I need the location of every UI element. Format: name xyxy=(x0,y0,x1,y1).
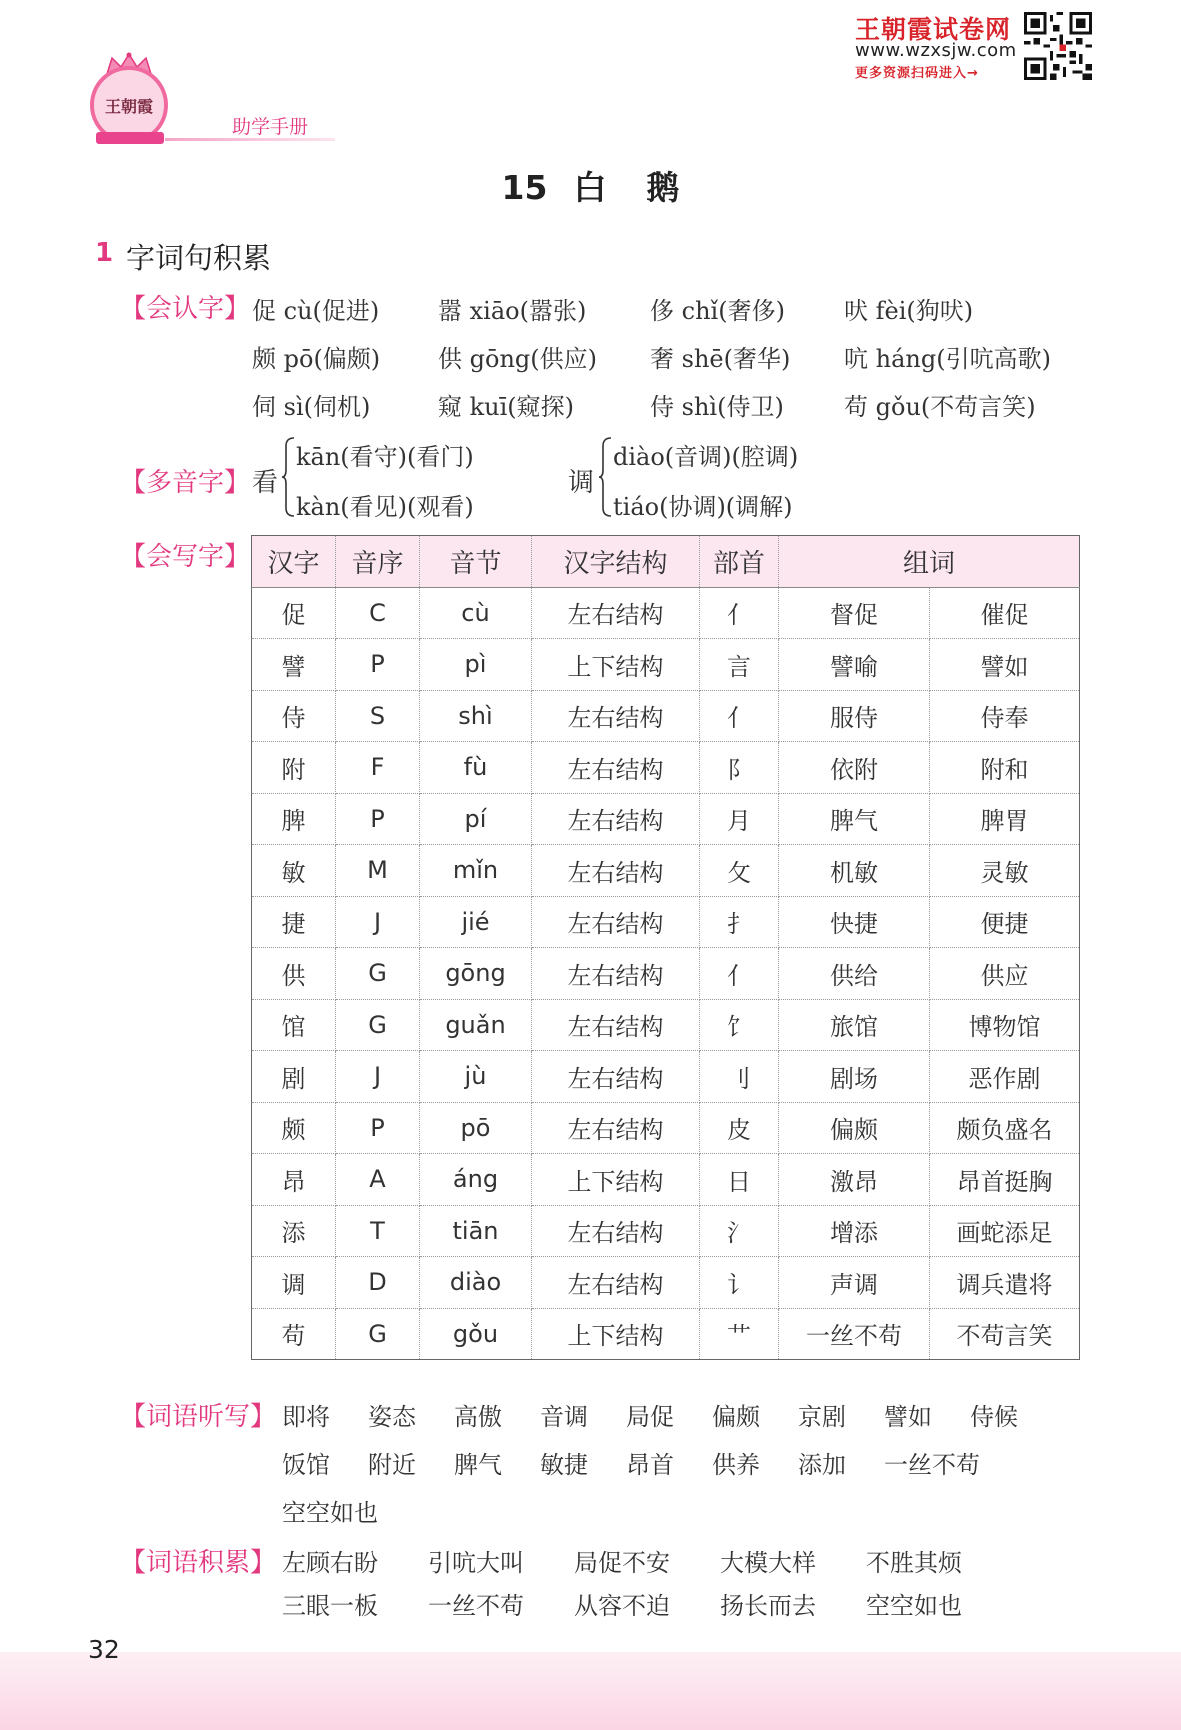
word-item: 高傲 xyxy=(454,1403,502,1431)
table-row xyxy=(252,1308,1080,1360)
cell-structure: 左右结构 xyxy=(532,690,700,742)
polyphone-label: 【多音字】 xyxy=(120,468,251,498)
accumulate-label: 【词语积累】 xyxy=(120,1548,277,1578)
cell-radical: 亻 xyxy=(700,587,779,639)
word-item: 不胜其烦 xyxy=(866,1549,962,1577)
cell-radical: 艹 xyxy=(700,1308,779,1360)
cell-pinyin: fù xyxy=(420,742,532,794)
word-item: 大模大样 xyxy=(720,1549,816,1577)
site-title: 王朝霞试卷网 xyxy=(855,15,1012,44)
word-item: 音调 xyxy=(540,1403,588,1431)
word-item: 空空如也 xyxy=(282,1499,378,1527)
lesson-number: 15 xyxy=(501,168,548,207)
recognize-item: 伺 sì(伺机) xyxy=(252,393,371,421)
cell-char: 添 xyxy=(252,1205,336,1257)
recognize-item: 奢 shē(奢华) xyxy=(650,345,791,373)
cell-pinyin: guǎn xyxy=(420,999,532,1051)
qr-code-icon[interactable] xyxy=(1024,12,1092,80)
cell-char: 颇 xyxy=(252,1102,336,1154)
column-header: 音序 xyxy=(336,536,420,588)
cell-radical: 皮 xyxy=(700,1102,779,1154)
cell-structure: 左右结构 xyxy=(532,1205,700,1257)
cell-word: 声调 xyxy=(779,1257,930,1309)
lesson-title-char-1: 白 xyxy=(573,168,607,207)
column-header: 汉字 xyxy=(252,536,336,588)
cell-pinyin: tiān xyxy=(420,1205,532,1257)
cell-word: 调兵遣将 xyxy=(930,1257,1080,1309)
dictation-label: 【词语听写】 xyxy=(120,1402,277,1432)
logo-text: 王朝霞 xyxy=(104,96,153,116)
cell-word: 增添 xyxy=(779,1205,930,1257)
cell-radical: 刂 xyxy=(700,1051,779,1103)
brace-icon xyxy=(281,436,295,518)
table-row xyxy=(252,639,1080,691)
cell-word: 供应 xyxy=(930,948,1080,1000)
cell-word: 剧场 xyxy=(779,1051,930,1103)
cell-char: 供 xyxy=(252,948,336,1000)
cell-initial: P xyxy=(336,793,420,845)
table-row xyxy=(252,948,1080,1000)
cell-initial: C xyxy=(336,587,420,639)
word-item: 脾气 xyxy=(454,1451,502,1479)
word-item: 譬如 xyxy=(884,1403,932,1431)
word-item: 京剧 xyxy=(798,1403,846,1431)
column-header: 组词 xyxy=(779,536,1080,588)
cell-word: 服侍 xyxy=(779,690,930,742)
table-row xyxy=(252,1051,1080,1103)
word-item: 敏捷 xyxy=(540,1451,588,1479)
cell-initial: J xyxy=(336,1051,420,1103)
table-header-row xyxy=(252,536,1080,588)
cell-structure: 左右结构 xyxy=(532,1102,700,1154)
logo-ribbon xyxy=(96,132,164,144)
cell-radical: 攵 xyxy=(700,845,779,897)
polyphone-reading: tiáo(协调)(调解) xyxy=(613,493,793,521)
recognize-item: 颇 pō(偏颇) xyxy=(252,345,381,373)
lesson-title xyxy=(0,162,1181,209)
recognize-item: 促 cù(促进) xyxy=(252,297,380,325)
cell-pinyin: pí xyxy=(420,793,532,845)
cell-structure: 左右结构 xyxy=(532,587,700,639)
table-row xyxy=(252,1154,1080,1206)
cell-structure: 左右结构 xyxy=(532,896,700,948)
cell-pinyin: diào xyxy=(420,1257,532,1309)
word-item: 从容不迫 xyxy=(574,1592,670,1620)
word-item: 即将 xyxy=(282,1403,330,1431)
recognize-item: 吠 fèi(狗吠) xyxy=(844,297,974,325)
table-row xyxy=(252,1257,1080,1309)
cell-structure: 上下结构 xyxy=(532,1308,700,1360)
cell-word: 旅馆 xyxy=(779,999,930,1051)
cell-structure: 上下结构 xyxy=(532,1154,700,1206)
site-url[interactable]: www.wzxsjw.com xyxy=(855,40,1017,61)
cell-pinyin: jù xyxy=(420,1051,532,1103)
recognize-item: 侈 chǐ(奢侈) xyxy=(650,297,785,325)
cell-radical: 阝 xyxy=(700,742,779,794)
cell-word: 画蛇添足 xyxy=(930,1205,1080,1257)
cell-pinyin: áng xyxy=(420,1154,532,1206)
cell-word: 博物馆 xyxy=(930,999,1080,1051)
word-item: 饭馆 xyxy=(282,1451,330,1479)
write-table xyxy=(251,535,1080,1360)
cell-word: 昂首挺胸 xyxy=(930,1154,1080,1206)
section-title: 字词句积累 xyxy=(126,241,272,275)
cell-pinyin: pō xyxy=(420,1102,532,1154)
cell-pinyin: gǒu xyxy=(420,1308,532,1360)
table-row xyxy=(252,793,1080,845)
cell-char: 促 xyxy=(252,587,336,639)
recognize-item: 苟 gǒu(不苟言笑) xyxy=(844,393,1036,421)
brace-icon xyxy=(598,436,612,518)
word-item: 添加 xyxy=(798,1451,846,1479)
cell-word: 快捷 xyxy=(779,896,930,948)
table-row xyxy=(252,587,1080,639)
cell-initial: P xyxy=(336,639,420,691)
cell-structure: 左右结构 xyxy=(532,999,700,1051)
cell-initial: P xyxy=(336,1102,420,1154)
cell-radical: 亻 xyxy=(700,948,779,1000)
cell-initial: S xyxy=(336,690,420,742)
site-scan-text: 更多资源扫码进入→ xyxy=(855,66,979,81)
cell-initial: G xyxy=(336,948,420,1000)
word-item: 局促 xyxy=(626,1403,674,1431)
word-item: 昂首 xyxy=(626,1451,674,1479)
cell-initial: D xyxy=(336,1257,420,1309)
cell-char: 调 xyxy=(252,1257,336,1309)
cell-char: 譬 xyxy=(252,639,336,691)
cell-char: 剧 xyxy=(252,1051,336,1103)
word-item: 左顾右盼 xyxy=(282,1549,378,1577)
table-row xyxy=(252,896,1080,948)
word-item: 附近 xyxy=(368,1451,416,1479)
recognize-item: 吭 háng(引吭高歌) xyxy=(844,345,1051,373)
cell-word: 侍奉 xyxy=(930,690,1080,742)
cell-word: 机敏 xyxy=(779,845,930,897)
cell-word: 譬喻 xyxy=(779,639,930,691)
table-row xyxy=(252,690,1080,742)
cell-char: 敏 xyxy=(252,845,336,897)
footer-band xyxy=(0,1652,1181,1730)
polyphone-char: 调 xyxy=(568,468,595,498)
polyphone-char: 看 xyxy=(252,468,279,498)
recognize-item: 窥 kuī(窥探) xyxy=(438,393,575,421)
cell-radical: 扌 xyxy=(700,896,779,948)
word-item: 空空如也 xyxy=(866,1592,962,1620)
recognize-item: 供 gōng(供应) xyxy=(438,345,597,373)
cell-structure: 左右结构 xyxy=(532,742,700,794)
cell-pinyin: shì xyxy=(420,690,532,742)
cell-word: 颇负盛名 xyxy=(930,1102,1080,1154)
cell-word: 不苟言笑 xyxy=(930,1308,1080,1360)
table-row xyxy=(252,1102,1080,1154)
cell-pinyin: pì xyxy=(420,639,532,691)
cell-word: 督促 xyxy=(779,587,930,639)
word-item: 偏颇 xyxy=(712,1403,760,1431)
cell-initial: F xyxy=(336,742,420,794)
cell-structure: 左右结构 xyxy=(532,1051,700,1103)
word-item: 姿态 xyxy=(368,1403,416,1431)
cell-word: 附和 xyxy=(930,742,1080,794)
cell-structure: 上下结构 xyxy=(532,639,700,691)
cell-word: 供给 xyxy=(779,948,930,1000)
polyphone-reading: kàn(看见)(观看) xyxy=(296,493,474,521)
cell-radical: 亻 xyxy=(700,690,779,742)
word-item: 三眼一板 xyxy=(282,1592,378,1620)
cell-radical: 日 xyxy=(700,1154,779,1206)
cell-radical: 言 xyxy=(700,639,779,691)
cell-structure: 左右结构 xyxy=(532,948,700,1000)
word-item: 引吭大叫 xyxy=(428,1549,524,1577)
word-item: 局促不安 xyxy=(574,1549,670,1577)
cell-initial: T xyxy=(336,1205,420,1257)
cell-word: 灵敏 xyxy=(930,845,1080,897)
cell-char: 昂 xyxy=(252,1154,336,1206)
cell-pinyin: mǐn xyxy=(420,845,532,897)
table-row xyxy=(252,1205,1080,1257)
word-item: 一丝不苟 xyxy=(884,1451,980,1479)
cell-radical: 氵 xyxy=(700,1205,779,1257)
word-item: 一丝不苟 xyxy=(428,1592,524,1620)
cell-pinyin: gōng xyxy=(420,948,532,1000)
cell-char: 侍 xyxy=(252,690,336,742)
cell-char: 脾 xyxy=(252,793,336,845)
polyphone-reading: diào(音调)(腔调) xyxy=(613,443,799,471)
cell-char: 苟 xyxy=(252,1308,336,1360)
word-item: 供养 xyxy=(712,1451,760,1479)
cell-radical: 讠 xyxy=(700,1257,779,1309)
cell-word: 依附 xyxy=(779,742,930,794)
cell-word: 激昂 xyxy=(779,1154,930,1206)
cell-radical: 月 xyxy=(700,793,779,845)
cell-word: 譬如 xyxy=(930,639,1080,691)
cell-char: 附 xyxy=(252,742,336,794)
recognize-item: 嚣 xiāo(嚣张) xyxy=(438,297,587,325)
cell-char: 捷 xyxy=(252,896,336,948)
cell-structure: 左右结构 xyxy=(532,1257,700,1309)
column-header: 部首 xyxy=(700,536,779,588)
cell-initial: G xyxy=(336,1308,420,1360)
cell-word: 偏颇 xyxy=(779,1102,930,1154)
cell-initial: J xyxy=(336,896,420,948)
cell-word: 恶作剧 xyxy=(930,1051,1080,1103)
section-number: 1 xyxy=(95,238,114,268)
lesson-title-char-2: 鹅 xyxy=(646,168,680,207)
word-item: 扬长而去 xyxy=(720,1592,816,1620)
cell-radical: 饣 xyxy=(700,999,779,1051)
handbook-label: 助学手册 xyxy=(232,116,309,138)
polyphone-reading: kān(看守)(看门) xyxy=(296,443,474,471)
table-row xyxy=(252,742,1080,794)
cell-char: 馆 xyxy=(252,999,336,1051)
recognize-item: 侍 shì(侍卫) xyxy=(650,393,784,421)
cell-initial: M xyxy=(336,845,420,897)
write-label: 【会写字】 xyxy=(120,542,251,572)
table-row xyxy=(252,999,1080,1051)
cell-word: 脾胃 xyxy=(930,793,1080,845)
cell-structure: 左右结构 xyxy=(532,793,700,845)
cell-word: 便捷 xyxy=(930,896,1080,948)
cell-initial: G xyxy=(336,999,420,1051)
cell-word: 一丝不苟 xyxy=(779,1308,930,1360)
word-item: 侍候 xyxy=(970,1403,1018,1431)
page-number: 32 xyxy=(88,1635,120,1664)
table-row xyxy=(252,845,1080,897)
cell-word: 脾气 xyxy=(779,793,930,845)
column-header: 音节 xyxy=(420,536,532,588)
cell-word: 催促 xyxy=(930,587,1080,639)
cell-structure: 左右结构 xyxy=(532,845,700,897)
cell-initial: A xyxy=(336,1154,420,1206)
cell-pinyin: jié xyxy=(420,896,532,948)
cell-pinyin: cù xyxy=(420,587,532,639)
recognize-label: 【会认字】 xyxy=(120,294,251,324)
column-header: 汉字结构 xyxy=(532,536,700,588)
